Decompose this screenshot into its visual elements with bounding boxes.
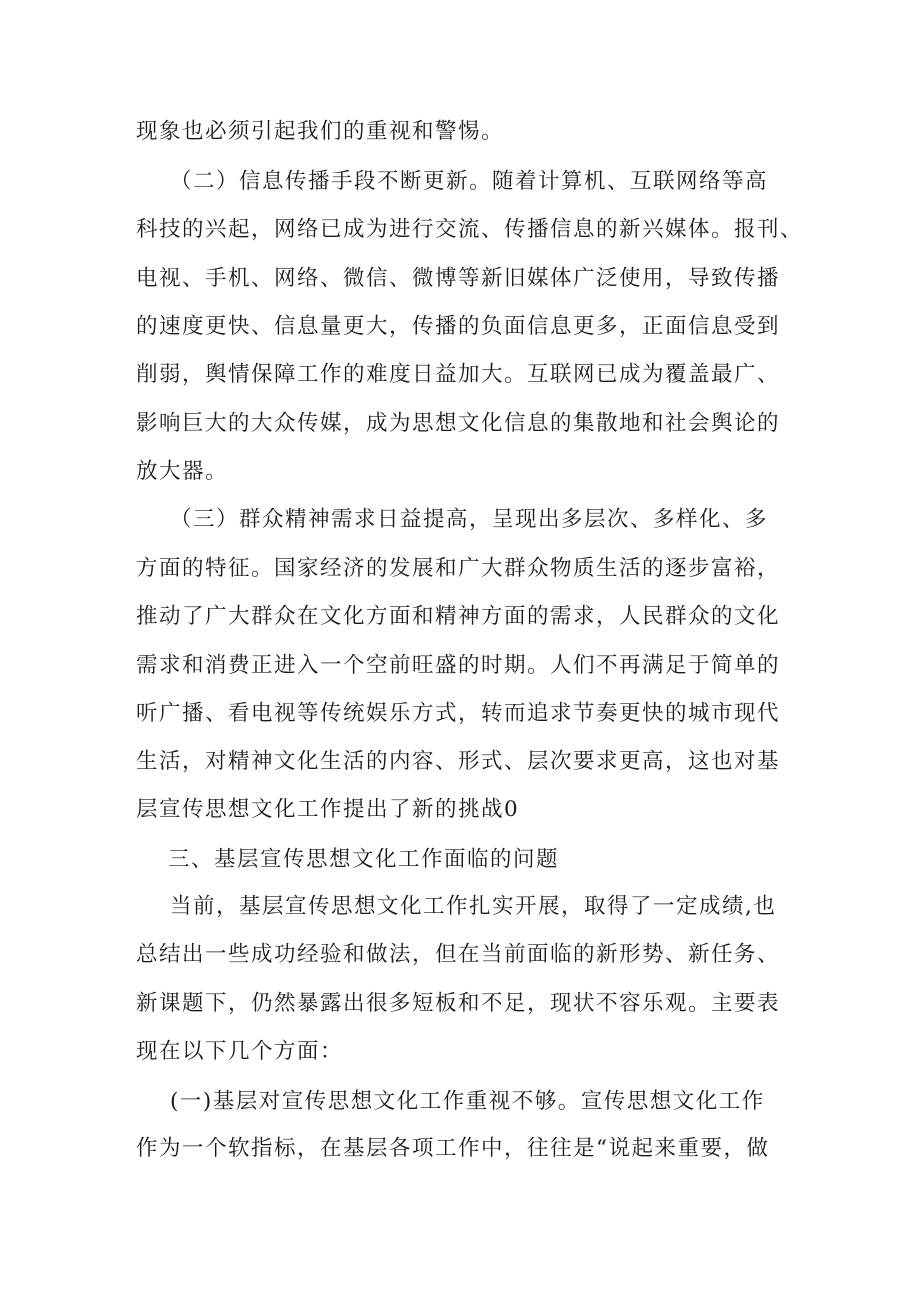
- body-text-line: 需求和消费正进入一个空前旺盛的时期。人们不再满足于简单的: [136, 653, 781, 678]
- body-text-line: 方面的特征。国家经济的发展和广大群众物质生活的逐步富裕，: [136, 556, 781, 581]
- paragraph-first-line: 当前，基层宣传思想文化工作扎实开展，取得了一定成绩,也: [170, 894, 777, 919]
- section-heading: 三、基层宣传思想文化工作面临的问题: [168, 847, 560, 872]
- body-text-line: 现在以下几个方面：: [136, 1039, 344, 1064]
- body-text-line: 层宣传思想文化工作提出了新的挑战0: [136, 797, 520, 822]
- body-text-line: 推动了广大群众在文化方面和精神方面的需求，人民群众的文化: [136, 604, 781, 629]
- paragraph-first-line: （三）群众精神需求日益提高，呈现出多层次、多样化、多: [170, 507, 769, 532]
- body-text-line: 电视、手机、网络、微信、微博等新旧媒体广泛使用，导致传播: [136, 266, 781, 291]
- paragraph-first-line: (一)基层对宣传思想文化工作重视不够。宣传思想文化工作: [170, 1089, 765, 1114]
- body-text-line: 放大器。: [136, 459, 229, 484]
- body-text-line: 科技的兴起，网络已成为进行交流、传播信息的新兴媒体。报刊、: [136, 217, 804, 242]
- body-text-line: 削弱，舆情保障工作的难度日益加大。互联网已成为覆盖最广、: [136, 362, 781, 387]
- body-text-line: 作为一个软指标，在基层各项工作中，往往是“说起来重要，做: [136, 1136, 770, 1161]
- body-text-line: 听广播、看电视等传统娱乐方式，转而追求节奏更快的城市现代: [136, 701, 781, 726]
- body-text-line: 的速度更快、信息量更大，传播的负面信息更多，正面信息受到: [136, 314, 781, 339]
- body-text-line: 总结出一些成功经验和做法，但在当前面临的新形势、新任务、: [136, 942, 781, 967]
- paragraph-first-line: （二）信息传播手段不断更新。随着计算机、互联网络等高: [170, 169, 769, 194]
- body-text-line: 生活，对精神文化生活的内容、形式、层次要求更高，这也对基: [136, 749, 781, 774]
- body-text-line: 现象也必须引起我们的重视和警惕。: [136, 119, 505, 144]
- body-text-line: 影响巨大的大众传媒，成为思想文化信息的集散地和社会舆论的: [136, 411, 781, 436]
- body-text-line: 新课题下，仍然暴露出很多短板和不足，现状不容乐观。主要表: [136, 991, 781, 1016]
